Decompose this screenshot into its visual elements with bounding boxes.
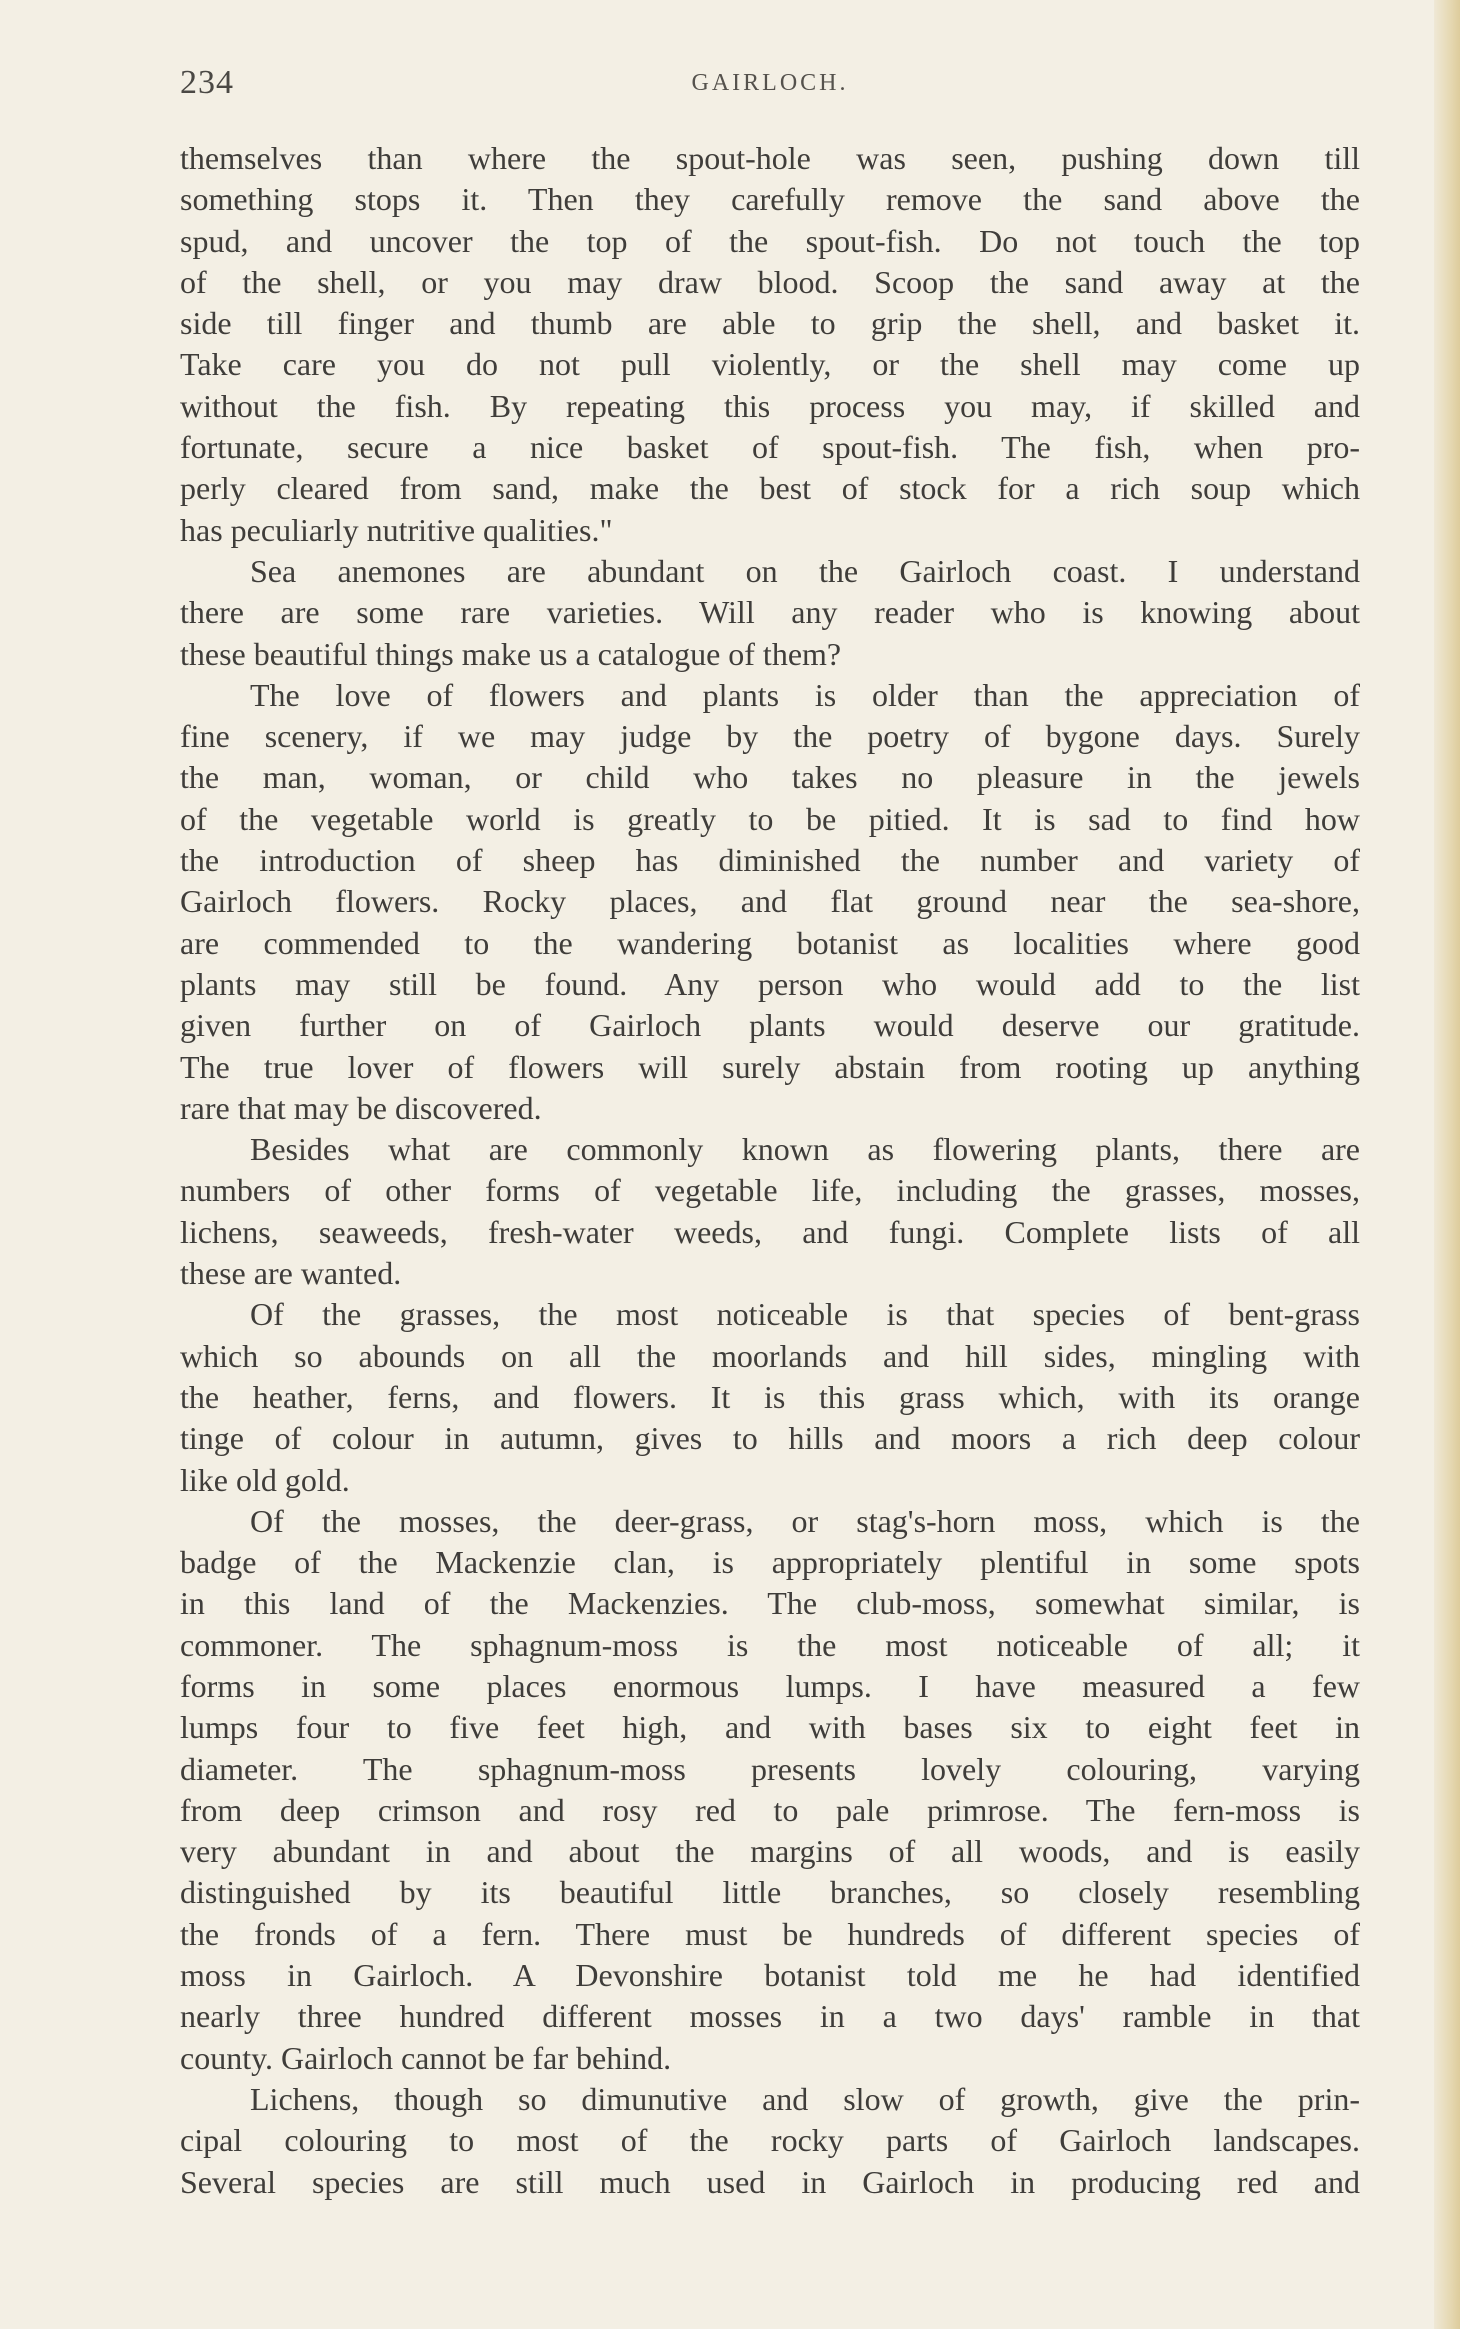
- text-line: Lichens, though so dimunutive and slow of growth, give the prin-: [250, 2080, 1360, 2117]
- text-line: the heather, ferns, and flowers. It is this grass which, with its orange: [180, 1378, 1360, 1415]
- text-line: moss in Gairloch. A Devonshire botanist told me he had identified: [180, 1957, 1360, 1994]
- text-line: something stops it. Then they carefully remove the sand above the: [180, 181, 1360, 218]
- text-line: from deep crimson and rosy red to pale primrose. The fern-moss is: [180, 1791, 1360, 1828]
- text-line: in this land of the Mackenzies. The club-moss, somewhat similar, is: [180, 1585, 1360, 1622]
- text-line: Of the grasses, the most noticeable is that species of bent-grass: [250, 1296, 1360, 1333]
- text-line: fine scenery, if we may judge by the poetry of bygone days. Surely: [180, 718, 1360, 755]
- text-line: given further on of Gairloch plants would deserve our gratitude.: [180, 1007, 1360, 1044]
- text-line: Several species are still much used in Gairloch in producing red and: [180, 2163, 1360, 2200]
- text-line: the fronds of a fern. There must be hundreds of different species of: [180, 1915, 1360, 1952]
- text-line: the introduction of sheep has diminished the number and variety of: [180, 842, 1360, 879]
- text-line: without the fish. By repeating this process you may, if skilled and: [180, 387, 1360, 424]
- text-line: Take care you do not pull violently, or the shell may come up: [180, 346, 1360, 383]
- text-line: commoner. The sphagnum-moss is the most noticeable of all; it: [180, 1626, 1360, 1663]
- text-line: Besides what are commonly known as flowering plants, there are: [250, 1131, 1360, 1168]
- text-line: these beautiful things make us a catalogue of them?: [180, 635, 842, 672]
- text-line: The love of flowers and plants is older than the appreciation of: [250, 676, 1360, 713]
- text-line: which so abounds on all the moorlands and hill sides, mingling with: [180, 1337, 1360, 1374]
- text-line: Sea anemones are abundant on the Gairloch coast. I understand: [250, 552, 1360, 589]
- text-line: diameter. The sphagnum-moss presents lovely colouring, varying: [180, 1750, 1360, 1787]
- text-line: badge of the Mackenzie clan, is appropriately plentiful in some spots: [180, 1544, 1360, 1581]
- text-line: are commended to the wandering botanist as localities where good: [180, 924, 1360, 961]
- text-line: themselves than where the spout-hole was seen, pushing down till: [180, 140, 1360, 176]
- text-line: like old gold.: [180, 1461, 350, 1498]
- text-line: lichens, seaweeds, fresh-water weeds, and fungi. Complete lists of all: [180, 1213, 1360, 1250]
- text-line: very abundant in and about the margins of all woods, and is easily: [180, 1833, 1360, 1870]
- text-line: county. Gairloch cannot be far behind.: [180, 2039, 672, 2076]
- text-line: nearly three hundred different mosses in a two days' ramble in that: [180, 1998, 1360, 2035]
- text-line: Of the mosses, the deer-grass, or stag's-horn moss, which is the: [250, 1502, 1360, 1539]
- text-line: The true lover of flowers will surely abstain from rooting up anything: [180, 1048, 1360, 1085]
- text-line: spud, and uncover the top of the spout-fish. Do not touch the top: [180, 222, 1360, 259]
- text-line: plants may still be found. Any person who would add to the list: [180, 965, 1360, 1002]
- text-line: side till finger and thumb are able to grip the shell, and basket it.: [180, 305, 1360, 342]
- text-line: lumps four to five feet high, and with bases six to eight feet in: [180, 1709, 1360, 1746]
- page-edge: [1434, 0, 1460, 2329]
- text-line: of the vegetable world is greatly to be pitied. It is sad to find how: [180, 800, 1360, 837]
- text-line: distinguished by its beautiful little branches, so closely resembling: [180, 1874, 1360, 1911]
- text-line: perly cleared from sand, make the best of stock for a rich soup which: [180, 470, 1360, 507]
- text-line: rare that may be discovered.: [180, 1089, 542, 1126]
- page-number: 234: [180, 64, 234, 101]
- page-header: [180, 64, 1360, 104]
- text-line: fortunate, secure a nice basket of spout-fish. The fish, when pro-: [180, 429, 1360, 466]
- text-line: these are wanted.: [180, 1255, 402, 1292]
- body-text: [180, 138, 1360, 2203]
- text-line: numbers of other forms of vegetable life, including the grasses, mosses,: [180, 1172, 1360, 1209]
- running-title: GAIRLOCH.: [691, 70, 849, 96]
- text-line: cipal colouring to most of the rocky parts of Gairloch landscapes.: [180, 2122, 1360, 2159]
- text-line: of the shell, or you may draw blood. Scoop the sand away at the: [180, 263, 1360, 300]
- text-line: forms in some places enormous lumps. I have measured a few: [180, 1667, 1360, 1704]
- text-line: the man, woman, or child who takes no pleasure in the jewels: [180, 759, 1360, 796]
- text-line: tinge of colour in autumn, gives to hills and moors a rich deep colour: [180, 1420, 1360, 1457]
- text-line: Gairloch flowers. Rocky places, and flat ground near the sea-shore,: [180, 883, 1360, 920]
- text-line: there are some rare varieties. Will any reader who is knowing about: [180, 594, 1360, 631]
- text-line: has peculiarly nutritive qualities.": [180, 511, 613, 548]
